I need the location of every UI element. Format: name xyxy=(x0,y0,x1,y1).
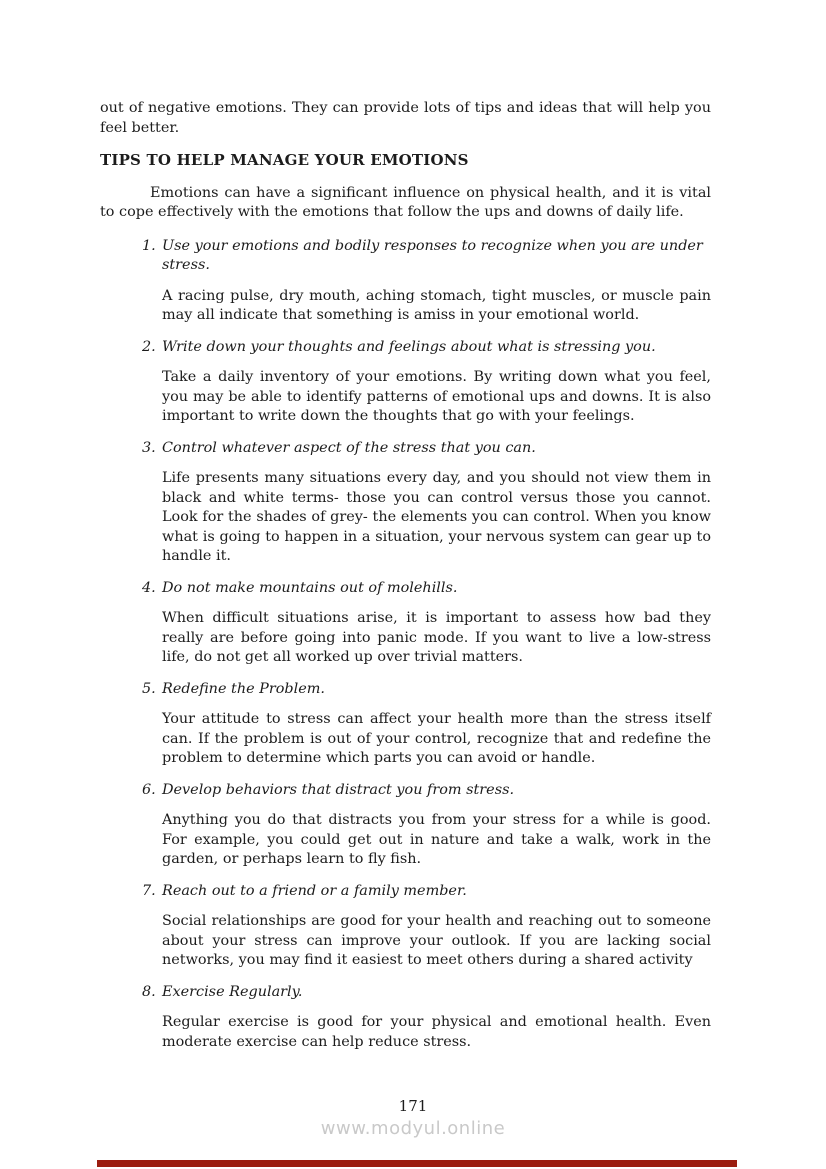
tip-body: Your attitude to stress can affect your health more than the stress itself can. If the problem is out of your control, recognize that and redefine the problem to determine which parts you can avoid or handle. xyxy=(162,711,711,766)
tip-heading xyxy=(100,439,711,459)
section-heading: TIPS TO HELP MANAGE YOUR EMOTIONS xyxy=(100,151,469,169)
tip-item xyxy=(100,680,711,769)
continuation-paragraph: out of negative emotions. They can provide lots of tips and ideas that will help you feel better. xyxy=(100,100,711,136)
tip-title: Develop behaviors that distract you from stress. xyxy=(162,781,515,798)
tip-heading xyxy=(100,579,711,599)
tip-title: Redefine the Problem. xyxy=(162,680,325,697)
page-number: 171 xyxy=(398,1097,428,1115)
page-content xyxy=(100,99,711,1064)
tip-heading xyxy=(100,983,711,1003)
tip-number: 4. xyxy=(142,579,156,596)
tip-body: A racing pulse, dry mouth, aching stomach, tight muscles, or muscle pain may all indicate that something is amiss in your emotional world. xyxy=(162,287,711,323)
tip-heading xyxy=(100,882,711,902)
tip-title: Reach out to a friend or a family member. xyxy=(162,882,467,899)
tip-body: Regular exercise is good for your physical and emotional health. Even moderate exercise can help reduce stress. xyxy=(162,1014,711,1050)
section-intro-paragraph: Emotions can have a significant influence on physical health, and it is vital to cope effectively with the emotions that follow the ups and downs of daily life. xyxy=(100,184,711,220)
tip-number: 1. xyxy=(142,237,156,254)
tip-title: Do not make mountains out of molehills. xyxy=(162,579,458,596)
tip-item xyxy=(100,237,711,326)
footer-accent-bar xyxy=(97,1160,737,1167)
tip-body: Social relationships are good for your health and reaching out to someone about your stress can improve your outlook. If you are lacking social networks, you may find it easiest to meet others during a shared activity xyxy=(162,913,711,968)
tip-body: Life presents many situations every day, and you should not view them in black and white terms- those you can control versus those you cannot. Look for the shades of grey- the elements you can control. When you know what is going to happen in a situation, your nervous system can gear up to handle it. xyxy=(162,470,711,564)
tip-heading xyxy=(100,781,711,801)
tip-item xyxy=(100,338,711,427)
watermark-text: www.modyul.online xyxy=(320,1118,506,1139)
tip-number: 3. xyxy=(142,439,156,456)
tip-number: 2. xyxy=(142,338,156,355)
tip-body: Take a daily inventory of your emotions. By writing down what you feel, you may be able to identify patterns of emotional ups and downs. It is also important to write down the thoughts that go with your feelings. xyxy=(162,369,711,424)
tip-title: Write down your thoughts and feelings about what is stressing you. xyxy=(162,338,656,355)
tip-item xyxy=(100,781,711,870)
tip-heading xyxy=(100,680,711,700)
tip-number: 7. xyxy=(142,882,156,899)
tip-body: Anything you do that distracts you from your stress for a while is good. For example, you could get out in nature and take a walk, work in the garden, or perhaps learn to fly fish. xyxy=(162,812,711,867)
tip-number: 8. xyxy=(142,983,156,1000)
tip-item xyxy=(100,579,711,668)
tip-body: When difficult situations arise, it is important to assess how bad they really are before going into panic mode. If you want to live a low-stress life, do not get all worked up over trivial matters. xyxy=(162,610,711,665)
tip-number: 6. xyxy=(142,781,156,798)
tip-title: Exercise Regularly. xyxy=(162,983,303,1000)
tip-number: 5. xyxy=(142,680,156,697)
tip-title: Use your emotions and bodily responses to recognize when you are under stress. xyxy=(162,237,703,273)
tip-item xyxy=(100,983,711,1053)
tip-item xyxy=(100,439,711,567)
tip-heading xyxy=(100,237,711,276)
tip-heading xyxy=(100,338,711,358)
tip-item xyxy=(100,882,711,971)
tip-title: Control whatever aspect of the stress that you can. xyxy=(162,439,536,456)
